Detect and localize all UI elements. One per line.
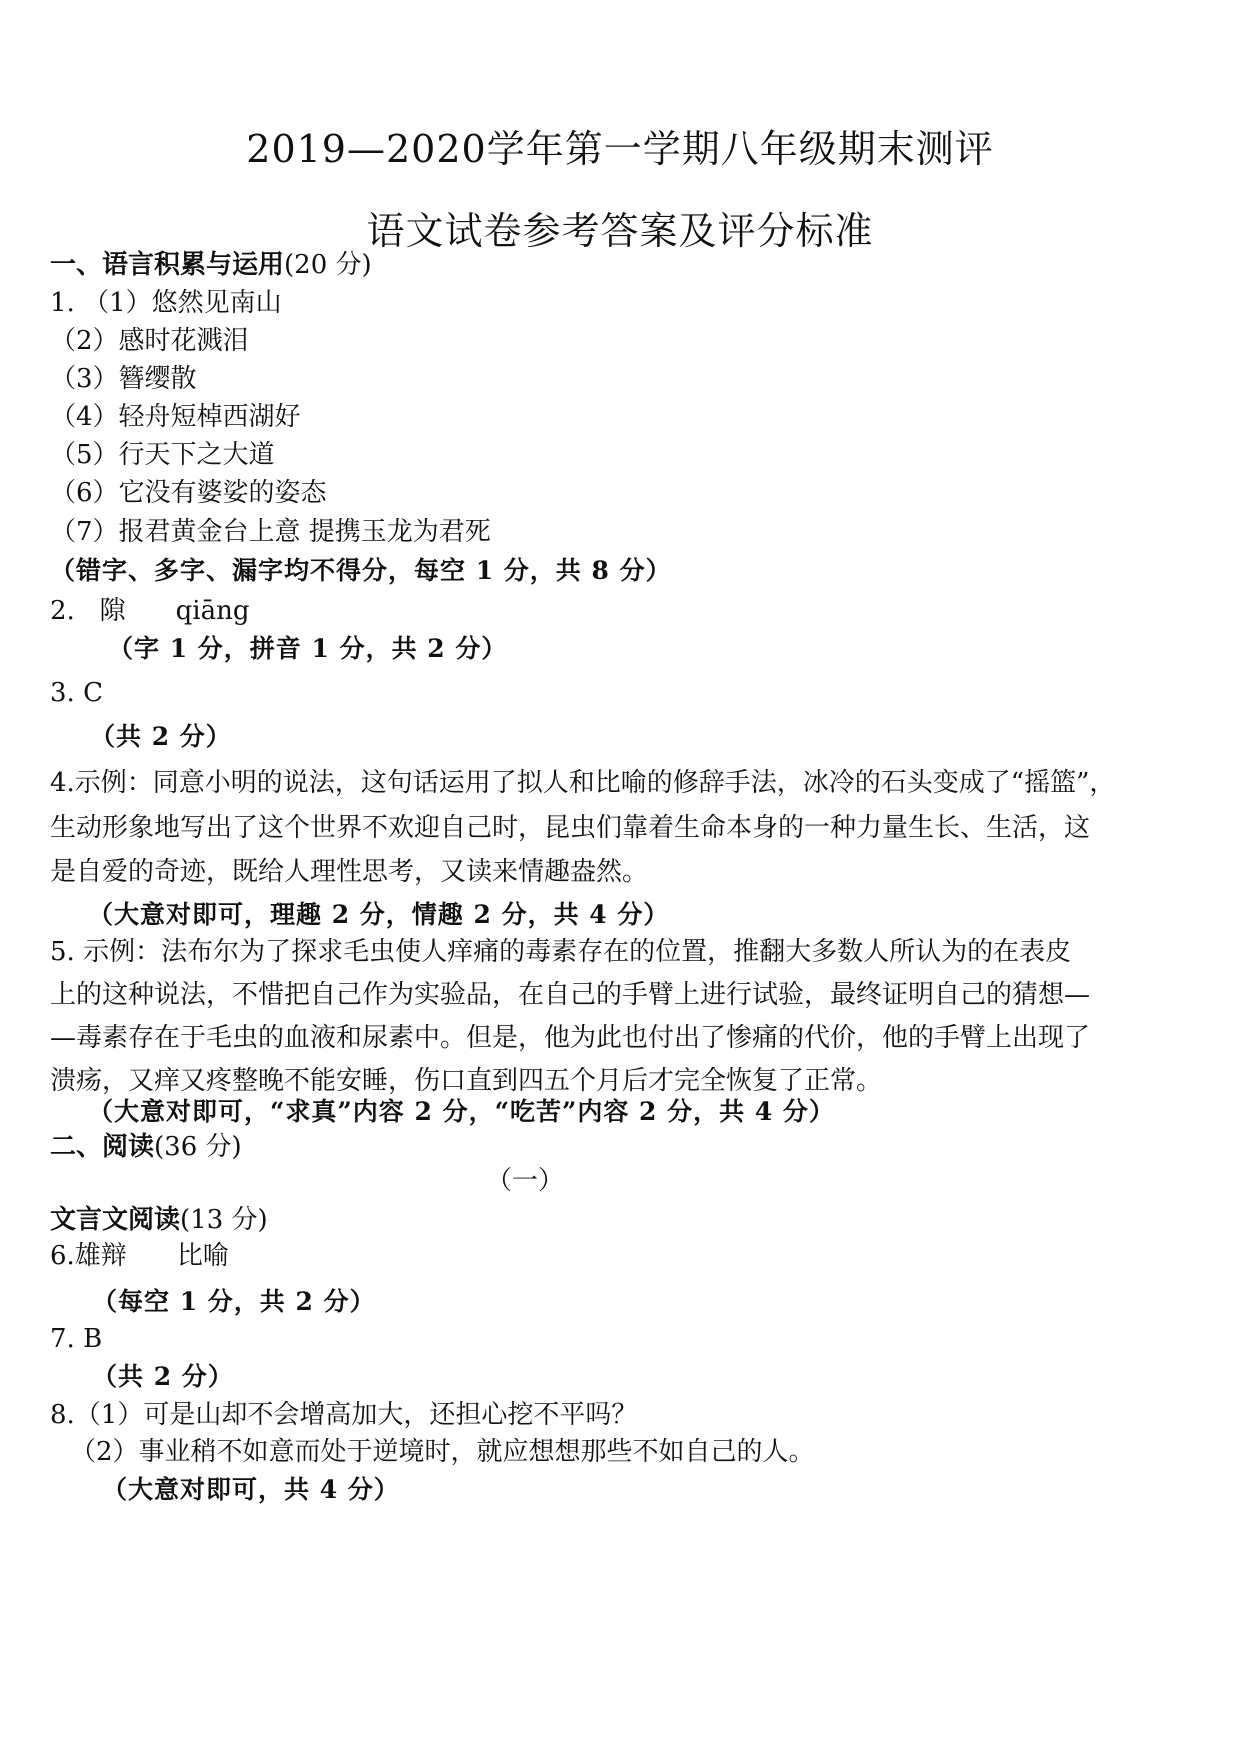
q5-line-4: 溃疡，又痒又疼整晚不能安睡，伤口直到四五个月后才完全恢复了正常。	[50, 1066, 883, 1096]
q2-char: 隙	[99, 596, 126, 626]
q4-line-3: 是自爱的奇迹，既给人理性思考，又读来情趣盎然。	[50, 857, 649, 887]
q1-item-4: （4）轻舟短棹西湖好	[50, 402, 301, 432]
title-line-1: 2019—2020学年第一学期八年级期末测评	[246, 127, 994, 171]
q1-item-7: （7）报君黄金台上意 提携玉龙为君死	[50, 517, 491, 547]
q6-scoring-note: （每空 1 分，共 2 分）	[92, 1287, 376, 1316]
q2-scoring-note: （字 1 分，拼音 1 分，共 2 分）	[108, 634, 508, 663]
q8-line-2: （2）事业稍不如意而处于逆境时，就应想想那些不如自己的人。	[70, 1437, 815, 1467]
section-1-title: 一、语言积累与运用	[50, 250, 285, 280]
title-line-2: 语文试卷参考答案及评分标准	[366, 209, 874, 253]
q5-line-1: 5. 示例：法布尔为了探求毛虫使人痒痛的毒素存在的位置，推翻大多数人所认为的在表皮	[50, 937, 1072, 967]
q5-scoring-note: （大意对即可，“求真”内容 2 分，“吃苦”内容 2 分，共 4 分）	[88, 1097, 835, 1126]
classical-reading-heading	[50, 1205, 1195, 1235]
section-2-subsection: （一）	[486, 1166, 565, 1196]
q7-answer: 7. B	[50, 1324, 103, 1354]
q1-item-2: （2）感时花溅泪	[50, 326, 249, 356]
q7-scoring-note: （共 2 分）	[92, 1362, 234, 1391]
q6-answer-b: 比喻	[176, 1241, 229, 1271]
q1-item-6: （6）它没有婆娑的姿态	[50, 478, 327, 508]
section-2-heading	[50, 1132, 1195, 1162]
classical-reading-score: (13 分)	[180, 1205, 268, 1235]
q4-line-2: 生动形象地写出了这个世界不欢迎自己时，昆虫们靠着生命本身的一种力量生长、生活，这	[50, 813, 1091, 843]
q1-item-5: （5）行天下之大道	[50, 440, 275, 470]
q3-scoring-note: （共 2 分）	[90, 722, 232, 751]
section-1-heading	[50, 250, 1195, 280]
q3-answer: 3. C	[50, 678, 103, 708]
q4-scoring-note: （大意对即可，理趣 2 分，情趣 2 分，共 4 分）	[88, 900, 670, 929]
section-2-score: (36 分)	[154, 1132, 242, 1162]
q1-item-3: （3）簪缨散	[50, 364, 197, 394]
q2-number: 2.	[50, 596, 75, 626]
section-2-title: 二、阅读	[50, 1132, 155, 1162]
q4-line-1: 4.示例：同意小明的说法，这句话运用了拟人和比喻的修辞手法，冰冷的石头变成了“摇篮”，	[50, 768, 1116, 798]
q5-line-2: 上的这种说法，不惜把自己作为实验品，在自己的手臂上进行试验，最终证明自己的猜想—	[50, 980, 1091, 1010]
q1-item-1: 1. （1）悠然见南山	[50, 288, 282, 318]
classical-reading-title: 文言文阅读	[50, 1205, 181, 1235]
q2-answer	[50, 596, 1195, 626]
q8-line-1: 8.（1）可是山却不会增高加大，还担心挖不平吗？	[50, 1400, 638, 1430]
q8-scoring-note: （大意对即可，共 4 分）	[102, 1475, 400, 1504]
q6-answer-a: 6.雄辩	[50, 1241, 127, 1271]
q1-scoring-note: （错字、多字、漏字均不得分，每空 1 分，共 8 分）	[50, 556, 672, 585]
section-1-score: (20 分)	[284, 250, 372, 280]
q2-pinyin: qiāng	[175, 596, 250, 626]
q6-answer	[50, 1241, 1195, 1271]
q5-line-3: —毒素存在于毛虫的血液和尿素中。但是，他为此也付出了惨痛的代价，他的手臂上出现了	[50, 1023, 1091, 1053]
